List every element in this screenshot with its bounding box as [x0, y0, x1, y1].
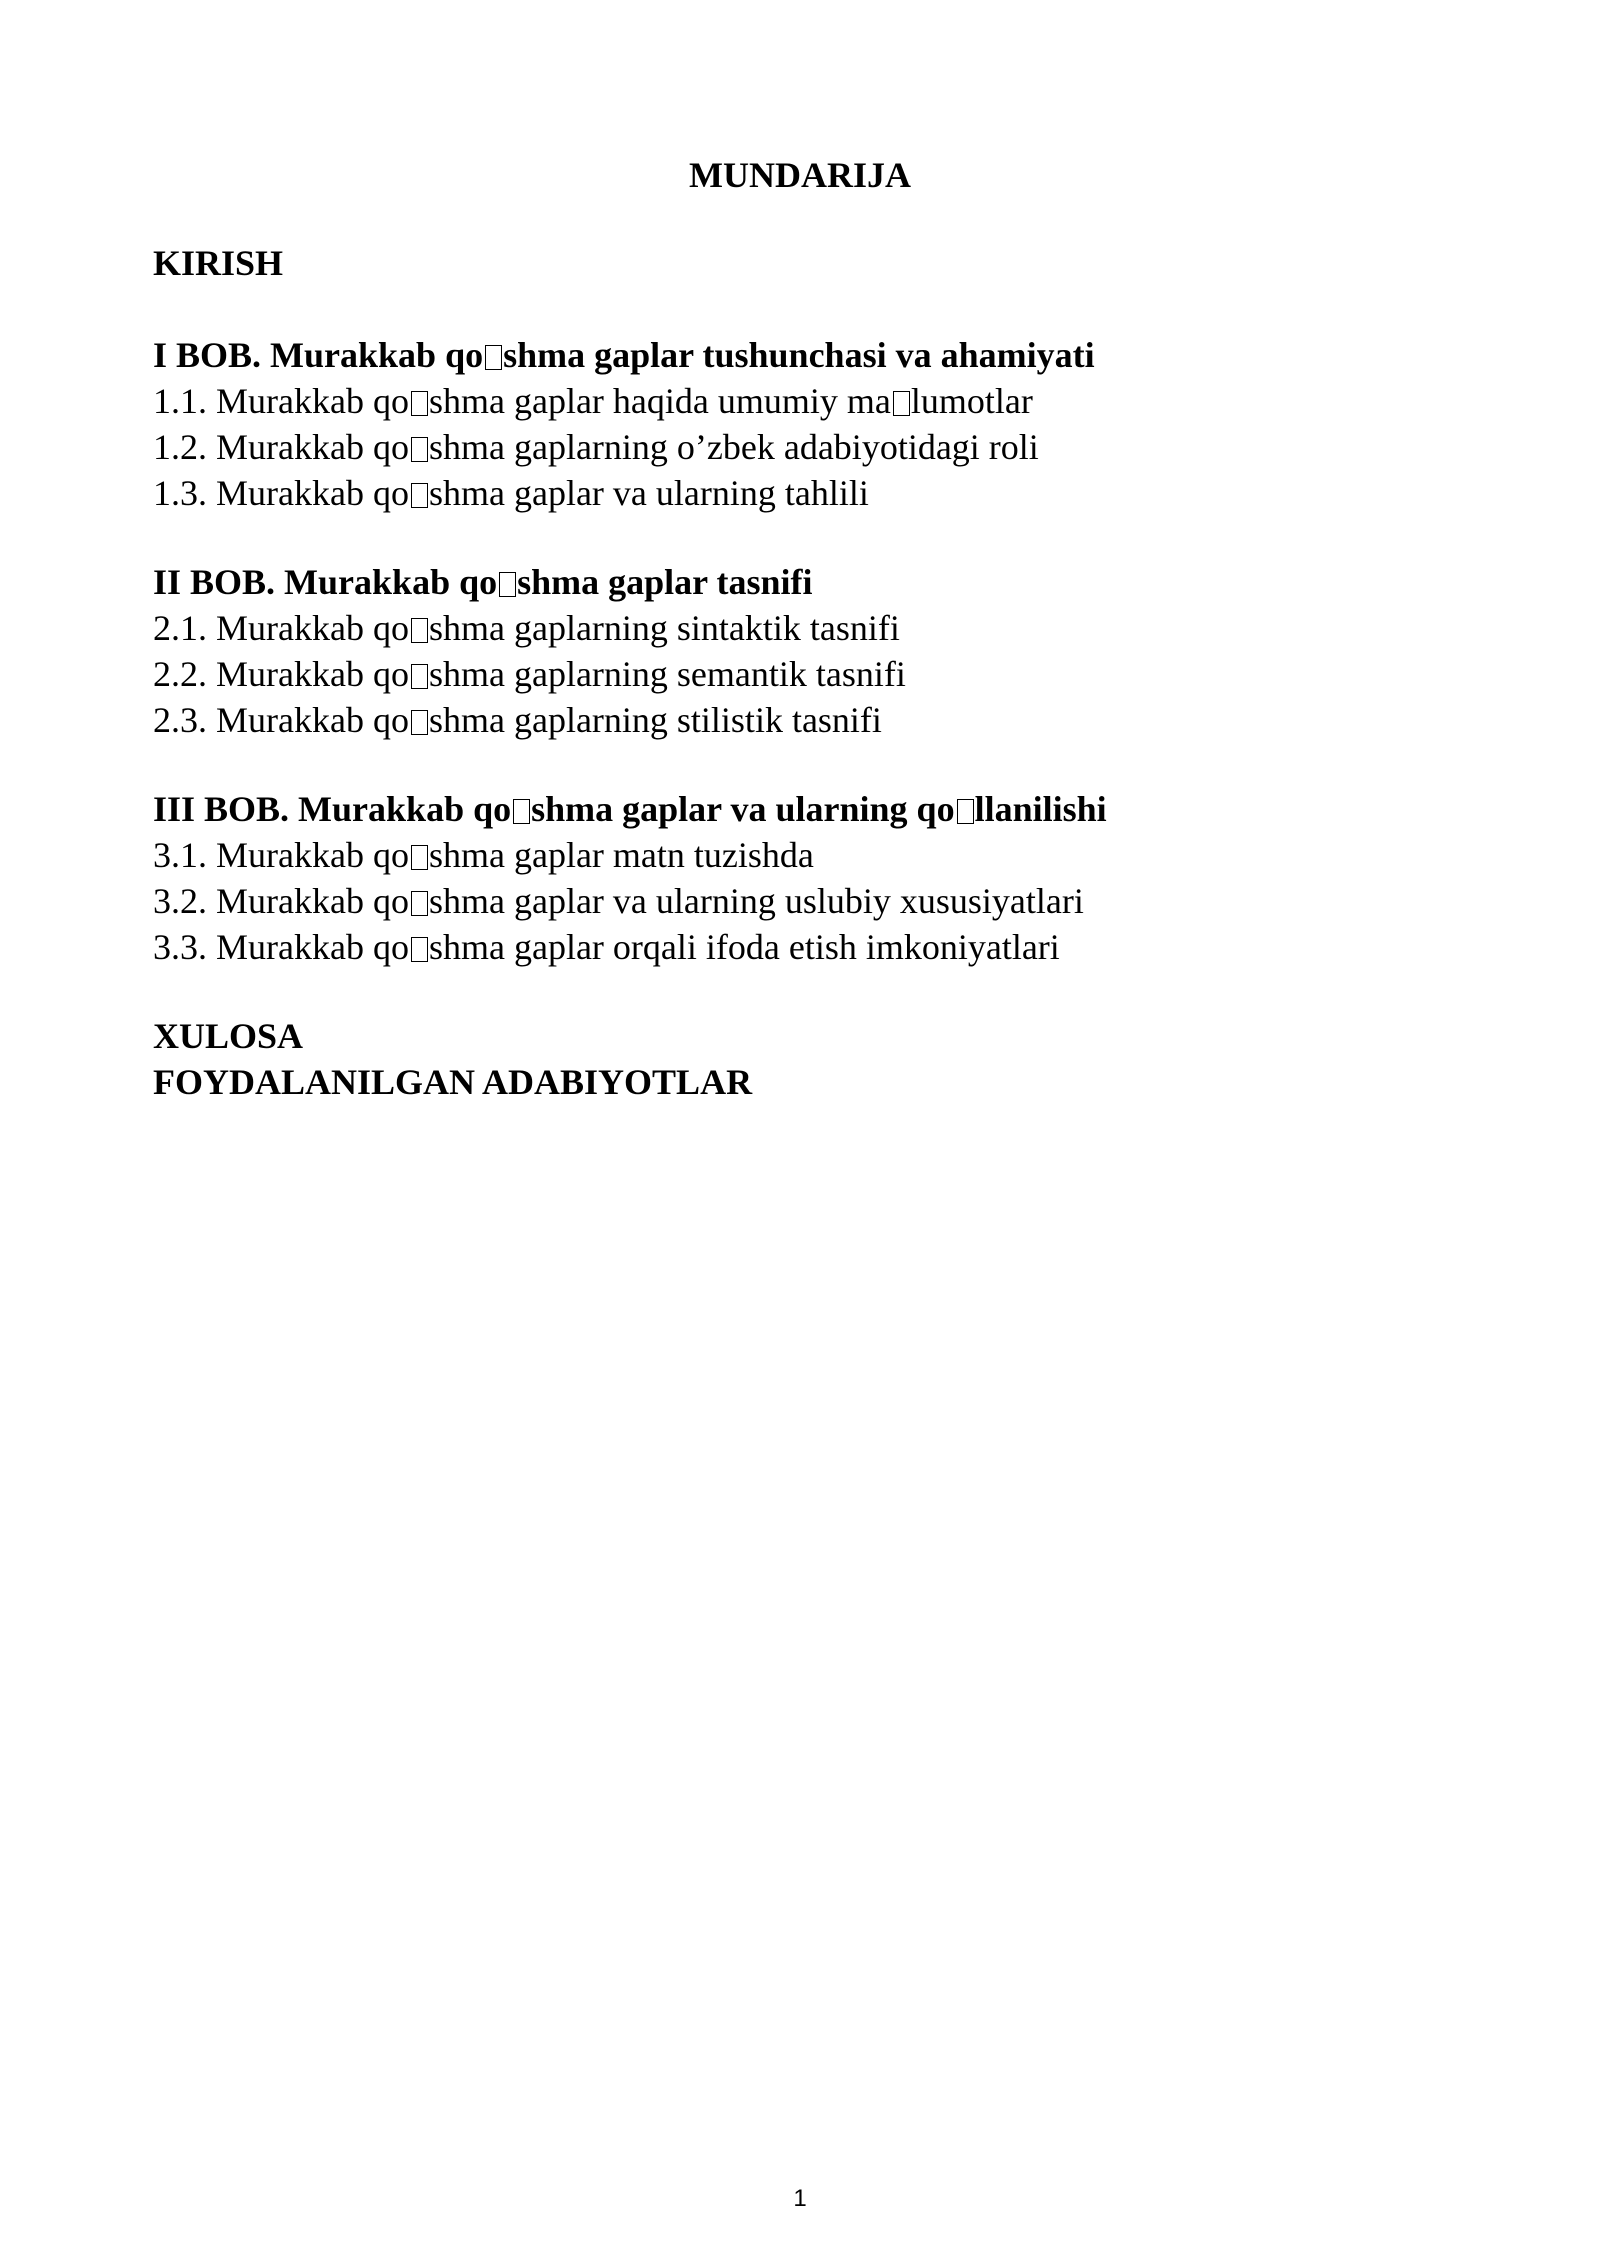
toc-item-text: 1.3. Murakkab qo [153, 473, 409, 513]
missing-glyph-icon [411, 845, 428, 870]
toc-item [153, 924, 1473, 970]
toc-item-text: 3.1. Murakkab qo [153, 835, 409, 875]
toc-item-text: shma gaplar matn tuzishda [428, 835, 814, 875]
missing-glyph-icon [485, 345, 502, 370]
toc-references: FOYDALANILGAN ADABIYOTLAR [153, 1062, 753, 1102]
toc-item-text: 2.2. Murakkab qo [153, 654, 409, 694]
toc-item [153, 605, 1473, 651]
missing-glyph-icon [411, 891, 428, 916]
toc-spacer [153, 970, 1473, 1013]
toc-spacer [153, 743, 1473, 786]
missing-glyph-icon [893, 391, 910, 416]
missing-glyph-icon [411, 664, 428, 689]
toc-item [153, 378, 1473, 424]
toc-item-text: 3.2. Murakkab qo [153, 881, 409, 921]
toc-item-text: shma gaplar orqali ifoda etish imkoniyatlari [428, 927, 1060, 967]
toc-item-text: shma gaplar va ularning tahlili [428, 473, 869, 513]
toc-item-text: lumotlar [910, 381, 1033, 421]
toc-conclusion: XULOSA [153, 1016, 304, 1056]
toc-spacer [153, 516, 1473, 559]
toc-item-text: shma gaplarning sintaktik tasnifi [428, 608, 900, 648]
toc-item-text: shma gaplarning stilistik tasnifi [428, 700, 882, 740]
toc-item-text: shma gaplarning semantik tasnifi [428, 654, 906, 694]
missing-glyph-icon [411, 483, 428, 508]
missing-glyph-icon [411, 437, 428, 462]
chapter-heading-text: shma gaplar tasnifi [517, 562, 813, 602]
missing-glyph-icon [411, 710, 428, 735]
toc-item-text: 1.1. Murakkab qo [153, 381, 409, 421]
page-title: MUNDARIJA [689, 155, 911, 195]
chapter-heading [153, 786, 1473, 832]
missing-glyph-icon [411, 937, 428, 962]
chapter-heading-text: shma gaplar va ularning qo [531, 789, 955, 829]
chapter-heading-text: llanilishi [974, 789, 1107, 829]
missing-glyph-icon [513, 799, 530, 824]
toc-item-text: shma gaplar haqida umumiy ma [428, 381, 891, 421]
toc-item-text: 1.2. Murakkab qo [153, 427, 409, 467]
chapter-heading-text: shma gaplar tushunchasi va ahamiyati [503, 335, 1095, 375]
toc-item [153, 424, 1473, 470]
toc-intro: KIRISH [153, 243, 284, 283]
chapter-heading [153, 559, 1473, 605]
missing-glyph-icon [957, 799, 974, 824]
chapter-heading [153, 332, 1473, 378]
page-number: 1 [793, 2185, 807, 2212]
toc-item [153, 697, 1473, 743]
toc-item-text: 2.1. Murakkab qo [153, 608, 409, 648]
toc-item-text: shma gaplar va ularning uslubiy xususiyatlari [428, 881, 1084, 921]
missing-glyph-icon [411, 618, 428, 643]
toc-item [153, 470, 1473, 516]
toc-spacer [153, 286, 1473, 332]
toc-item-text: 3.3. Murakkab qo [153, 927, 409, 967]
missing-glyph-icon [411, 391, 428, 416]
toc-chapter-2 [153, 559, 1473, 743]
chapter-heading-text: II BOB. Murakkab qo [153, 562, 498, 602]
toc-chapter-1 [153, 332, 1473, 516]
toc-item-text: 2.3. Murakkab qo [153, 700, 409, 740]
toc-item [153, 832, 1473, 878]
table-of-contents [153, 240, 1473, 1105]
toc-item-text: shma gaplarning o’zbek adabiyotidagi roli [428, 427, 1039, 467]
toc-item [153, 651, 1473, 697]
chapter-heading-text: I BOB. Murakkab qo [153, 335, 484, 375]
missing-glyph-icon [499, 572, 516, 597]
toc-item [153, 878, 1473, 924]
chapter-heading-text: III BOB. Murakkab qo [153, 789, 512, 829]
toc-chapter-3 [153, 786, 1473, 970]
